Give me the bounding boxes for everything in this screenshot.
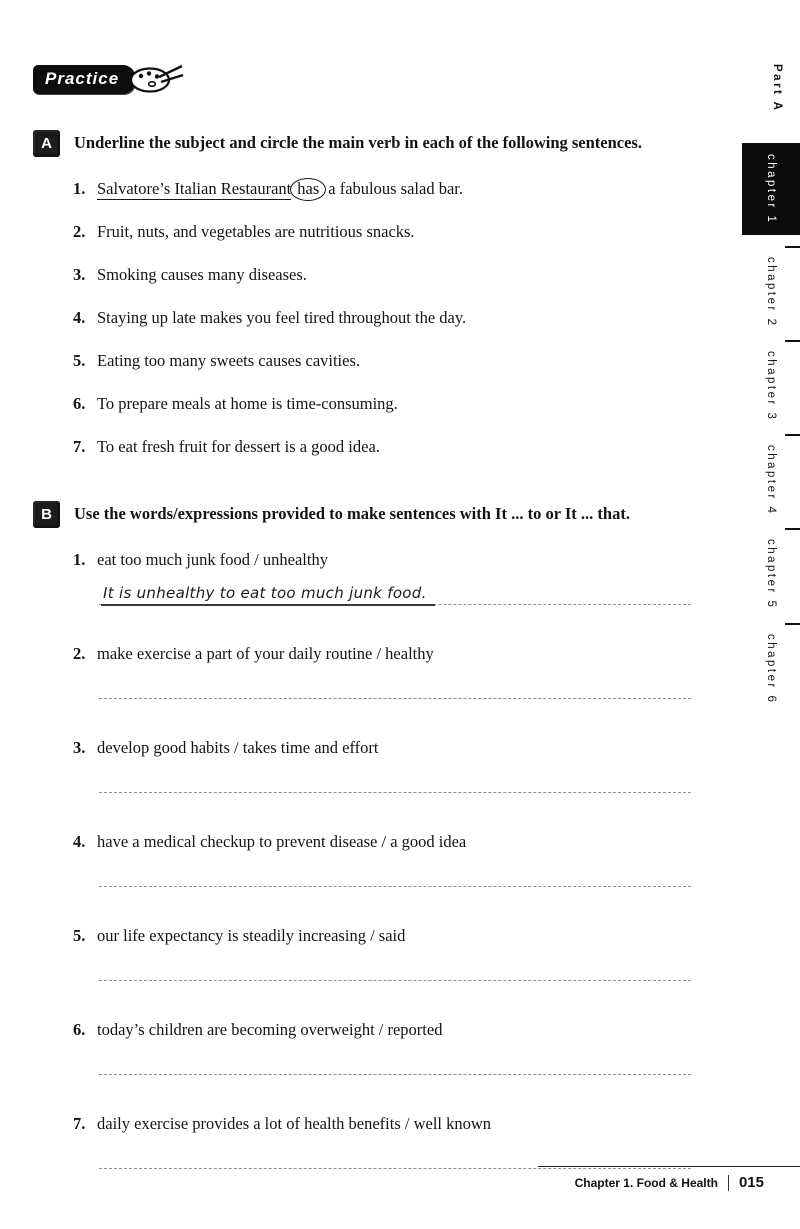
prompt <box>73 738 707 758</box>
section-b-icon: B <box>33 501 60 528</box>
item-number: 4. <box>73 308 86 327</box>
prompt <box>73 550 707 570</box>
item-number: 7. <box>73 437 86 456</box>
exercise-a-item-1 <box>73 179 707 199</box>
chapter-tab-label: chapter 5 <box>765 538 777 610</box>
sentence: Fruit, nuts, and vegetables are nutritious snacks. <box>97 222 415 241</box>
item-number: 2. <box>73 222 86 241</box>
chapter-tab-label: chapter 3 <box>765 350 777 422</box>
exercise-a-item-6 <box>73 394 707 414</box>
tab-tick <box>785 528 800 530</box>
sentence <box>97 179 463 199</box>
chapter-tab-1[interactable] <box>742 143 800 235</box>
chapter-tab-4[interactable] <box>742 434 800 526</box>
chapter-tab-label: chapter 4 <box>765 444 777 516</box>
page-footer <box>538 1166 800 1191</box>
answer-line[interactable] <box>99 1074 691 1075</box>
chapter-tab-rail <box>742 0 800 1229</box>
item-number: 5. <box>73 351 86 370</box>
sentence-rest: a fabulous salad bar. <box>328 179 463 198</box>
sentence: Staying up late makes you feel tired throughout the day. <box>97 308 467 327</box>
prompt-text: our life expectancy is steadily increasing / said <box>97 926 406 945</box>
item-number: 4. <box>73 832 86 851</box>
sentence: Smoking causes many diseases. <box>97 265 307 284</box>
exercise-a-item-2 <box>73 222 707 242</box>
prompt-text: develop good habits / takes time and effort <box>97 738 379 757</box>
answer-line[interactable] <box>99 698 691 699</box>
item-number: 2. <box>73 644 86 663</box>
page-number: 015 <box>738 1174 764 1191</box>
prompt <box>73 1114 707 1134</box>
tab-tick <box>785 623 800 625</box>
tab-tick <box>785 340 800 342</box>
chapter-tab-label: chapter 2 <box>765 256 777 328</box>
underlined-subject: Salvatore’s Italian Restaurant <box>97 179 292 198</box>
answer-line[interactable] <box>99 980 691 981</box>
prompt-text: today’s children are becoming overweight / reported <box>97 1020 443 1039</box>
answer-line[interactable] <box>99 792 691 793</box>
exercise-b-item-1 <box>73 550 707 605</box>
section-b-instruction: Use the words/expressions provided to make sentences with It ... to or It ... that. <box>74 504 630 523</box>
prompt <box>73 644 707 664</box>
prompt <box>73 926 707 946</box>
item-number: 3. <box>73 738 86 757</box>
section-a <box>33 130 707 457</box>
chapter-tab-3[interactable] <box>742 340 800 432</box>
chapter-tab-label: chapter 1 <box>765 153 777 225</box>
chapter-tab-6[interactable] <box>742 623 800 715</box>
sentence: To eat fresh fruit for dessert is a good idea. <box>97 437 380 456</box>
item-number: 5. <box>73 926 86 945</box>
prompt-text: eat too much junk food / unhealthy <box>97 550 328 569</box>
section-b <box>33 501 707 1169</box>
circled-verb: has <box>290 178 326 201</box>
exercise-b-item-7 <box>73 1114 707 1169</box>
footer-divider <box>728 1175 729 1191</box>
part-tab-label: Part A <box>771 64 783 113</box>
item-number: 6. <box>73 394 86 413</box>
exercise-b-item-2 <box>73 644 707 699</box>
exercise-a-item-4 <box>73 308 707 328</box>
section-b-header <box>33 501 707 528</box>
prompt <box>73 1020 707 1040</box>
section-a-instruction: Underline the subject and circle the main verb in each of the following sentences. <box>74 133 642 152</box>
practice-badge <box>33 62 185 96</box>
exercise-a-item-5 <box>73 351 707 371</box>
prompt-text: daily exercise provides a lot of health benefits / well known <box>97 1114 492 1133</box>
footer-chapter-label: Chapter 1. Food & Health <box>574 1175 718 1190</box>
palette-icon <box>127 62 185 96</box>
prompt-text: have a medical checkup to prevent disease / a good idea <box>97 832 467 851</box>
section-a-header <box>33 130 707 157</box>
item-number: 6. <box>73 1020 86 1039</box>
answer-line[interactable] <box>99 886 691 887</box>
exercise-b-item-5 <box>73 926 707 981</box>
exercise-b-item-6 <box>73 1020 707 1075</box>
tab-tick <box>785 246 800 248</box>
chapter-tab-5[interactable] <box>742 528 800 620</box>
item-number: 1. <box>73 179 86 198</box>
practice-label: Practice <box>33 65 135 94</box>
exercise-b-item-3 <box>73 738 707 793</box>
chapter-tab-label: chapter 6 <box>765 633 777 705</box>
prompt <box>73 832 707 852</box>
handwritten-answer: It is unhealthy to eat too much junk food. <box>101 584 435 606</box>
exercise-b-item-4 <box>73 832 707 887</box>
exercise-a-item-3 <box>73 265 707 285</box>
sentence: To prepare meals at home is time-consuming. <box>97 394 398 413</box>
section-a-icon: A <box>33 130 60 157</box>
answer-line[interactable] <box>99 584 691 605</box>
exercise-a-item-7 <box>73 437 707 457</box>
prompt-text: make exercise a part of your daily routine / healthy <box>97 644 434 663</box>
chapter-tab-2[interactable] <box>742 246 800 338</box>
item-number: 3. <box>73 265 86 284</box>
item-number: 7. <box>73 1114 86 1133</box>
item-number: 1. <box>73 550 86 569</box>
sentence: Eating too many sweets causes cavities. <box>97 351 361 370</box>
page-content <box>33 130 707 1208</box>
tab-tick <box>785 434 800 436</box>
